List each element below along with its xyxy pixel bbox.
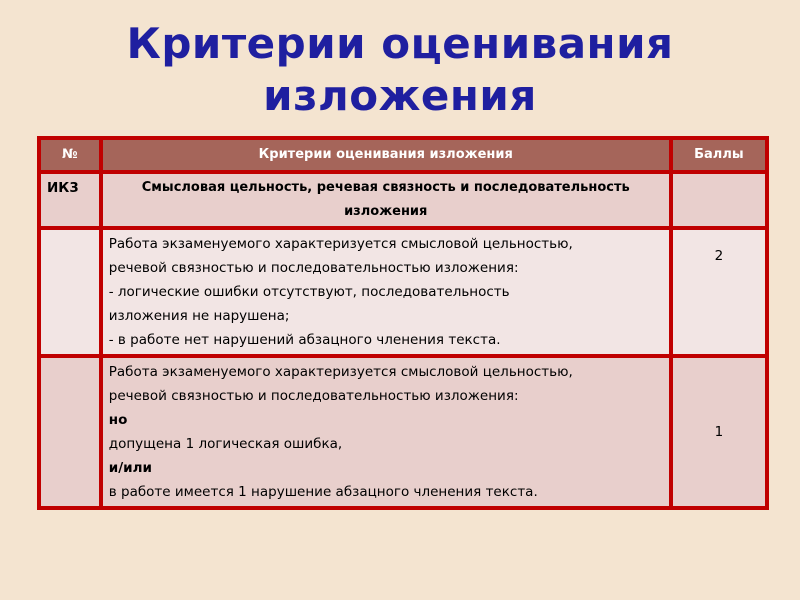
- row-number: [41, 358, 99, 506]
- table-row: [41, 358, 765, 506]
- description-line: в работе имеется 1 нарушение абзацного членения текста.: [108, 484, 538, 500]
- description-line: речевой связностью и последовательностью изложения:: [108, 388, 519, 404]
- description-line: допущена 1 логическая ошибка,: [108, 436, 343, 452]
- description-line: - в работе нет нарушений абзацного членения текста.: [108, 332, 501, 348]
- criteria-table: [37, 136, 769, 510]
- description-line: изложения не нарушена;: [108, 308, 290, 324]
- row-description: [103, 230, 669, 354]
- table-header-row: [41, 140, 765, 170]
- row-score: 2: [673, 230, 765, 354]
- table-row-code: [41, 174, 765, 226]
- title-line-2: изложения: [263, 71, 537, 120]
- table-row: [41, 230, 765, 354]
- row-number: [41, 230, 99, 354]
- criterion-name: Смысловая цельность, речевая связность и последовательность изложения: [103, 174, 669, 226]
- title-line-1: Критерии оценивания: [126, 19, 674, 68]
- description-line: Работа экзаменуемого характеризуется смысловой цельностью,: [108, 236, 573, 252]
- description-line-conjunction: и/или: [108, 460, 152, 476]
- description-line: речевой связностью и последовательностью изложения:: [108, 260, 519, 276]
- criterion-code: ИК3: [41, 174, 99, 226]
- row-description: [103, 358, 669, 506]
- description-line: - логические ошибки отсутствуют, последовательность: [108, 284, 510, 300]
- description-line: Работа экзаменуемого характеризуется смысловой цельностью,: [108, 364, 573, 380]
- header-criteria: Критерии оценивания изложения: [103, 140, 669, 170]
- description-line-conjunction: но: [108, 412, 128, 428]
- criterion-score: [673, 174, 765, 226]
- row-score: 1: [673, 358, 765, 506]
- page-title: [0, 18, 800, 122]
- header-score: Баллы: [673, 140, 765, 170]
- header-number: №: [41, 140, 99, 170]
